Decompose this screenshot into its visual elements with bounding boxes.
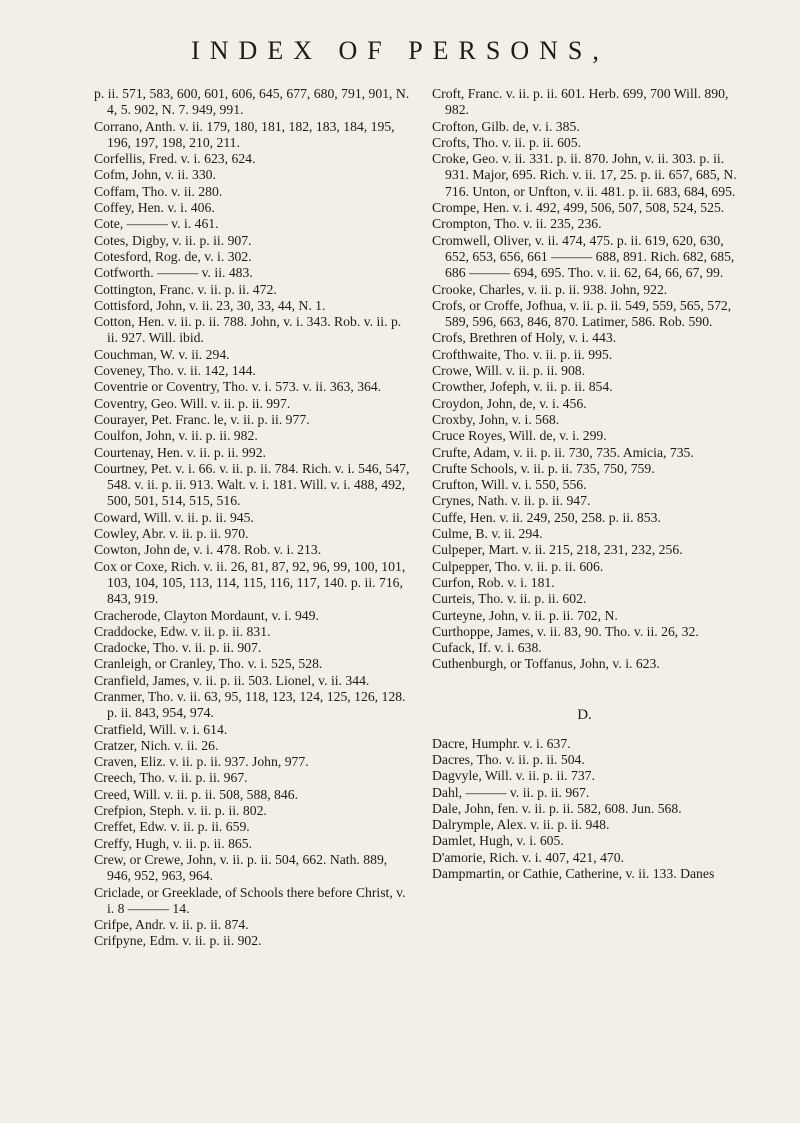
index-entry: Crowe, Will. v. ii. p. ii. 908. <box>432 363 586 379</box>
index-entry: Creffet, Edw. v. ii. p. ii. 659. <box>94 819 250 835</box>
right-entries <box>432 86 737 673</box>
index-entry: Coffam, Tho. v. ii. 280. <box>94 183 223 199</box>
index-entry: Coventrie or Coventry, Tho. v. i. 573. v. ii. 363, 364. <box>94 379 382 395</box>
index-entry: Couchman, W. v. ii. 294. <box>94 346 230 362</box>
index-entry: Courtenay, Hen. v. ii. p. ii. 992. <box>94 444 266 460</box>
index-entry: Croke, Geo. v. ii. 331. p. ii. 870. John, v. ii. 303. p. ii. 931. Major, 695. Rich. v. ii. 17, 25. p. ii. 657, 685, N. 716. Unton, or Unfton, v. ii. 481. p. ii. 683, 684, 695. <box>432 151 737 199</box>
index-entry: Crofthwaite, Tho. v. ii. p. ii. 995. <box>432 346 613 362</box>
index-entry: Cranleigh, or Cranley, Tho. v. i. 525, 528. <box>94 656 323 672</box>
index-entry: Cox or Coxe, Rich. v. ii. 26, 81, 87, 92, 96, 99, 100, 101, 103, 104, 105, 113, 114, 115, 116, 117, 140. p. ii. 716, 843, 919. <box>94 558 406 607</box>
index-entry: Crufte, Adam, v. ii. p. ii. 730, 735. Amicia, 735. <box>432 444 694 460</box>
index-entry: Cotton, Hen. v. ii. p. ii. 788. John, v. i. 343. Rob. v. ii. p. ii. 927. Will. ibid. <box>94 314 402 346</box>
index-entry: Coventry, Geo. Will. v. ii. p. ii. 997. <box>94 395 291 411</box>
index-entry: Cowley, Abr. v. ii. p. ii. 970. <box>94 526 249 542</box>
index-entry: Criclade, or Greeklade, of Schools there before Christ, v. i. 8 ——— 14. <box>94 884 406 916</box>
index-entry: Damlet, Hugh, v. i. 605. <box>432 833 564 849</box>
index-entry: Cuthenburgh, or Toffanus, John, v. i. 623. <box>432 656 660 672</box>
index-entry: Dacres, Tho. v. ii. p. ii. 504. <box>432 751 585 767</box>
index-entry: Cote, ——— v. i. 461. <box>94 216 219 232</box>
index-entry: Cotfworth. ——— v. ii. 483. <box>94 265 253 281</box>
index-entry: Crofs, or Croffe, Jofhua, v. ii. p. ii. 549, 559, 565, 572, 589, 596, 663, 846, 870. Latimer, 586. Rob. 590. <box>432 297 732 330</box>
index-entry: Courtney, Pet. v. i. 66. v. ii. p. ii. 784. Rich. v. i. 546, 547, 548. v. ii. p. ii. 913. Walt. v. i. 181. Will. v. i. 488, 492, 500, 501, 514, 515, 516. <box>94 460 410 509</box>
index-entry: Cradocke, Tho. v. ii. p. ii. 907. <box>94 640 262 656</box>
index-entry: Cranfield, James, v. ii. p. ii. 503. Lionel, v. ii. 344. <box>94 672 370 688</box>
index-entry: Coveney, Tho. v. ii. 142, 144. <box>94 363 256 379</box>
index-entry: Cranmer, Tho. v. ii. 63, 95, 118, 123, 124, 125, 126, 128. p. ii. 843, 954, 974. <box>94 688 406 721</box>
index-entry: Cruce Royes, Will. de, v. i. 299. <box>432 428 607 444</box>
index-entry: Cofm, John, v. ii. 330. <box>94 167 216 183</box>
right-column <box>432 86 737 882</box>
index-entry: Curteyne, John, v. ii. p. ii. 702, N. <box>432 607 618 623</box>
index-entry: Crompton, Tho. v. ii. 235, 236. <box>432 216 602 232</box>
index-entry: Crofton, Gilb. de, v. i. 385. <box>432 118 580 134</box>
index-entry: Crowther, Jofeph, v. ii. p. ii. 854. <box>432 379 613 395</box>
index-entry: Crufte Schools, v. ii. p. ii. 735, 750, 759. <box>432 460 655 476</box>
index-entry: Cotes, Digby, v. ii. p. ii. 907. <box>94 232 252 248</box>
index-entry: Coulfon, John, v. ii. p. ii. 982. <box>94 428 258 444</box>
index-entry: Cotesford, Rog. de, v. i. 302. <box>94 248 252 264</box>
page-header: INDEX OF PERSONS, <box>191 36 609 65</box>
index-entry: Creech, Tho. v. ii. p. ii. 967. <box>94 770 248 786</box>
index-entry: Croydon, John, de, v. i. 456. <box>432 395 587 411</box>
index-entry: Culpeper, Mart. v. ii. 215, 218, 231, 232, 256. <box>432 542 683 558</box>
index-entry: Dampmartin, or Cathie, Catherine, v. ii. 133. Danes <box>432 866 715 882</box>
index-entry: Culpepper, Tho. v. ii. p. ii. 606. <box>432 558 604 574</box>
index-entry: Dale, John, fen. v. ii. p. ii. 582, 608. Jun. 568. <box>432 800 682 816</box>
index-entry: Crofs, Brethren of Holy, v. i. 443. <box>432 330 617 346</box>
index-entry: Coffey, Hen. v. i. 406. <box>94 200 215 216</box>
index-entry: Croxby, John, v. i. 568. <box>432 411 560 427</box>
index-entry: Crufton, Will. v. i. 550, 556. <box>432 477 587 493</box>
index-entry: Dacre, Humphr. v. i. 637. <box>432 735 571 751</box>
index-entry: Crew, or Crewe, John, v. ii. p. ii. 504, 662. Nath. 889, 946, 952, 963, 964. <box>94 851 388 884</box>
index-entry: Curteis, Tho. v. ii. p. ii. 602. <box>432 591 587 607</box>
index-entry: Creffy, Hugh, v. ii. p. ii. 865. <box>94 835 253 851</box>
index-entry: Cromwell, Oliver, v. ii. 474, 475. p. ii. 619, 620, 630, 652, 653, 656, 661 ——— 688, 891. Rich. 682, 685, 686 ——— 694, 695. Tho. v. ii. 62, 64, 66, 67, 99. <box>432 232 735 281</box>
index-entry: Culme, B. v. ii. 294. <box>432 526 543 542</box>
index-entry: Cuffe, Hen. v. ii. 249, 250, 258. p. ii. 853. <box>432 509 661 525</box>
index-entry: Coward, Will. v. ii. p. ii. 945. <box>94 509 254 525</box>
index-entry: Crooke, Charles, v. ii. p. ii. 938. John, 922. <box>432 281 668 297</box>
index-entry: p. ii. 571, 583, 600, 601, 606, 645, 677, 680, 791, 901, N. 4, 5. 902, N. 7. 949, 991. <box>94 86 410 118</box>
index-entry: Cottisford, John, v. ii. 23, 30, 33, 44, N. 1. <box>94 297 326 313</box>
index-entry: Curfon, Rob. v. i. 181. <box>432 574 555 590</box>
index-entry: Curthoppe, James, v. ii. 83, 90. Tho. v. ii. 26, 32. <box>432 623 699 639</box>
index-entry: Crompe, Hen. v. i. 492, 499, 506, 507, 508, 524, 525. <box>432 200 725 216</box>
index-entry: Craven, Eliz. v. ii. p. ii. 937. John, 977. <box>94 754 309 770</box>
index-entry: Cowton, John de, v. i. 478. Rob. v. i. 213. <box>94 542 322 558</box>
index-entry: Craddocke, Edw. v. ii. p. ii. 831. <box>94 623 271 639</box>
index-entry: Corrano, Anth. v. ii. 179, 180, 181, 182, 183, 184, 195, 196, 197, 198, 210, 211. <box>94 118 395 150</box>
index-entry: Creed, Will. v. ii. p. ii. 508, 588, 846. <box>94 786 298 802</box>
index-entry: Crifpyne, Edm. v. ii. p. ii. 902. <box>94 933 262 949</box>
index-entry: Dalrymple, Alex. v. ii. p. ii. 948. <box>432 817 610 833</box>
index-entry: Crifpe, Andr. v. ii. p. ii. 874. <box>94 917 249 933</box>
section-letter: D. <box>577 706 592 723</box>
left-column <box>94 86 414 950</box>
index-entry: Cratzer, Nich. v. ii. 26. <box>94 737 219 753</box>
index-entry: Dahl, ——— v. ii. p. ii. 967. <box>432 784 590 800</box>
index-entry: Dagvyle, Will. v. ii. p. ii. 737. <box>432 768 595 784</box>
index-entry: Cratfield, Will. v. i. 614. <box>94 721 228 737</box>
d-entries <box>432 736 737 883</box>
index-entry: Cracherode, Clayton Mordaunt, v. i. 949. <box>94 607 319 623</box>
index-entry: Cufack, If. v. i. 638. <box>432 640 542 656</box>
index-entry: Cottington, Franc. v. ii. p. ii. 472. <box>94 281 277 297</box>
index-entry: Crefpion, Steph. v. ii. p. ii. 802. <box>94 803 267 819</box>
index-entry: D'amorie, Rich. v. i. 407, 421, 470. <box>432 849 625 865</box>
index-entry: Crofts, Tho. v. ii. p. ii. 605. <box>432 134 582 150</box>
index-entry: Croft, Franc. v. ii. p. ii. 601. Herb. 699, 700 Will. 890, 982. <box>432 86 729 118</box>
index-entry: Corfellis, Fred. v. i. 623, 624. <box>94 151 256 167</box>
index-entry: Crynes, Nath. v. ii. p. ii. 947. <box>432 493 591 509</box>
index-entry: Courayer, Pet. Franc. le, v. ii. p. ii. 977. <box>94 411 310 427</box>
